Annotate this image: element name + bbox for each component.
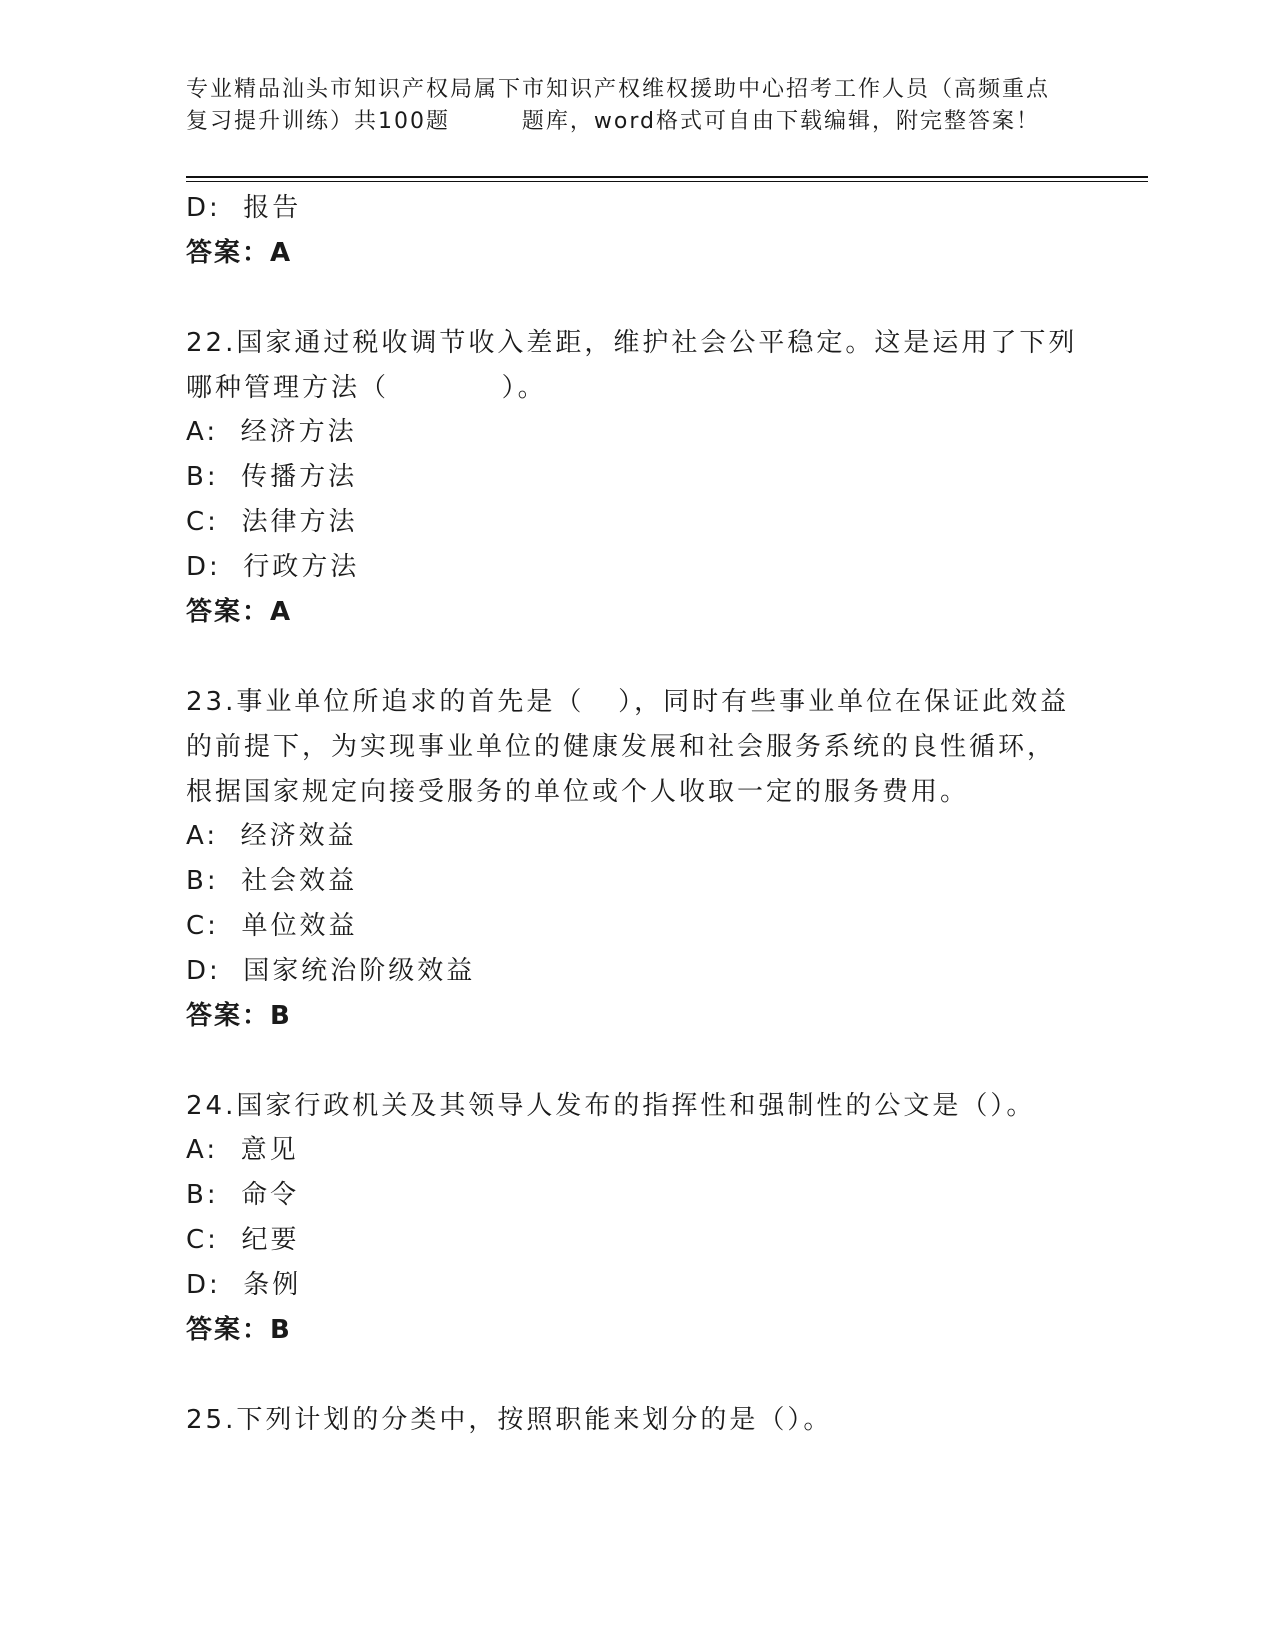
question-25 <box>186 1397 1086 1442</box>
question-text: 的前提下，为实现事业单位的健康发展和社会服务系统的良性循环， <box>186 732 1057 762</box>
question-24 <box>186 1083 1086 1353</box>
header-line-2: 复习提升训练）共100题 题库，word格式可自由下载编辑，附完整答案！ <box>186 109 1041 134</box>
question-text: 22.国家通过税收调节收入差距，维护社会公平稳定。这是运用了下列 <box>186 328 1078 358</box>
option-b: B: 传播方法 <box>186 462 358 492</box>
option-a: A: 经济效益 <box>186 821 357 851</box>
question-text: 根据国家规定向接受服务的单位或个人收取一定的服务费用。 <box>186 777 970 807</box>
question-21-tail <box>186 186 1086 276</box>
option-b: B: 命令 <box>186 1180 300 1210</box>
header-divider <box>186 176 1148 178</box>
option-b: B: 社会效益 <box>186 866 358 896</box>
question-list <box>186 186 1086 1442</box>
option-d: D: 报告 <box>186 193 302 223</box>
option-c: C: 纪要 <box>186 1225 300 1255</box>
question-text: 25.下列计划的分类中，按照职能来划分的是（）。 <box>186 1405 833 1435</box>
option-d: D: 条例 <box>186 1270 302 1300</box>
option-d: D: 行政方法 <box>186 552 360 582</box>
question-23 <box>186 679 1086 1039</box>
option-c: C: 单位效益 <box>186 911 358 941</box>
option-a: A: 意见 <box>186 1135 299 1165</box>
option-c: C: 法律方法 <box>186 507 358 537</box>
option-a: A: 经济方法 <box>186 417 357 447</box>
answer: 答案：A <box>186 597 293 627</box>
answer: 答案：B <box>186 1001 292 1031</box>
question-text: 23.事业单位所追求的首先是（ ），同时有些事业单位在保证此效益 <box>186 687 1070 717</box>
header-line-1: 专业精品汕头市知识产权局属下市知识产权维权援助中心招考工作人员（高频重点 <box>186 77 1051 102</box>
question-22 <box>186 320 1086 635</box>
answer: 答案：B <box>186 1315 292 1345</box>
document-header <box>186 74 1106 138</box>
question-text: 24.国家行政机关及其领导人发布的指挥性和强制性的公文是（）。 <box>186 1091 1036 1121</box>
question-text: 哪种管理方法（ ）。 <box>186 373 547 403</box>
option-d: D: 国家统治阶级效益 <box>186 956 476 986</box>
header-divider-thin <box>186 181 1148 182</box>
answer: 答案：A <box>186 238 293 268</box>
